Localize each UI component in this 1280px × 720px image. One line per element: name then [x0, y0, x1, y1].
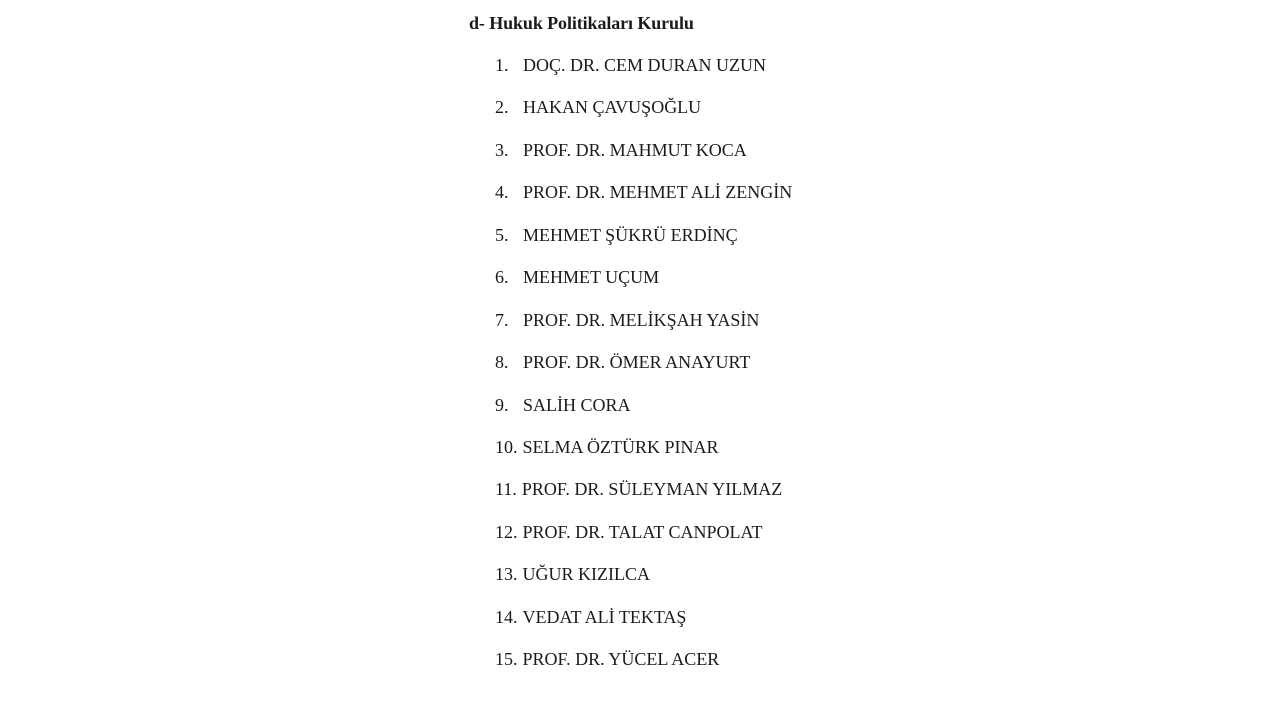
list-item	[495, 53, 975, 95]
list-item-number: 1.	[495, 55, 509, 75]
list-item-number: 3.	[495, 139, 509, 160]
list-item	[495, 562, 975, 604]
list-item	[495, 138, 975, 180]
list-item-name: VEDAT ALİ TEKTAŞ	[522, 606, 687, 627]
list-item-number: 6.	[495, 267, 509, 288]
list-item-name: UĞUR KIZILCA	[522, 564, 650, 585]
list-item-number: 2.	[495, 97, 509, 118]
list-item	[495, 308, 975, 350]
list-item	[495, 477, 975, 519]
list-item	[495, 520, 975, 562]
list-item-name: MEHMET ŞÜKRÜ ERDİNÇ	[523, 224, 738, 245]
list-item-number: 5.	[495, 224, 509, 245]
list-item-number: 11.	[495, 479, 517, 500]
list-item	[495, 223, 975, 265]
list-item	[495, 393, 975, 435]
section-title: d- Hukuk Politikaları Kurulu	[469, 13, 694, 33]
list-item-name: PROF. DR. MAHMUT KOCA	[523, 139, 747, 160]
list-item	[495, 180, 975, 222]
list-item-name: PROF. DR. YÜCEL ACER	[522, 649, 720, 670]
list-item	[495, 605, 975, 647]
list-item-name: HAKAN ÇAVUŞOĞLU	[523, 97, 702, 118]
document-page	[469, 11, 989, 670]
list-item	[495, 265, 975, 307]
list-item-number: 12.	[495, 521, 518, 542]
list-item-name: MEHMET UÇUM	[523, 267, 660, 288]
list-item	[495, 95, 975, 137]
list-item-name: DOÇ. DR. CEM DURAN UZUN	[523, 55, 767, 75]
list-item-number: 13.	[495, 564, 518, 585]
list-item-number: 10.	[495, 436, 518, 457]
list-item-number: 9.	[495, 394, 509, 415]
list-item-name: SELMA ÖZTÜRK PINAR	[522, 436, 719, 457]
list-item-name: PROF. DR. MEHMET ALİ ZENGİN	[523, 182, 793, 203]
list-item-name: PROF. DR. TALAT CANPOLAT	[522, 521, 763, 542]
list-item-number: 7.	[495, 309, 509, 330]
list-item-number: 4.	[495, 182, 509, 203]
list-item	[495, 435, 975, 477]
list-item-name: PROF. DR. ÖMER ANAYURT	[523, 352, 751, 373]
list-item-number: 14.	[495, 606, 518, 627]
list-item-number: 15.	[495, 649, 518, 670]
list-item-name: SALİH CORA	[523, 394, 631, 415]
list-item-name: PROF. DR. SÜLEYMAN YILMAZ	[521, 479, 783, 500]
list-item-name: PROF. DR. MELİKŞAH YASİN	[523, 309, 760, 330]
member-list	[495, 53, 975, 690]
list-item	[495, 350, 975, 392]
list-item	[495, 647, 975, 689]
list-item-number: 8.	[495, 352, 509, 373]
